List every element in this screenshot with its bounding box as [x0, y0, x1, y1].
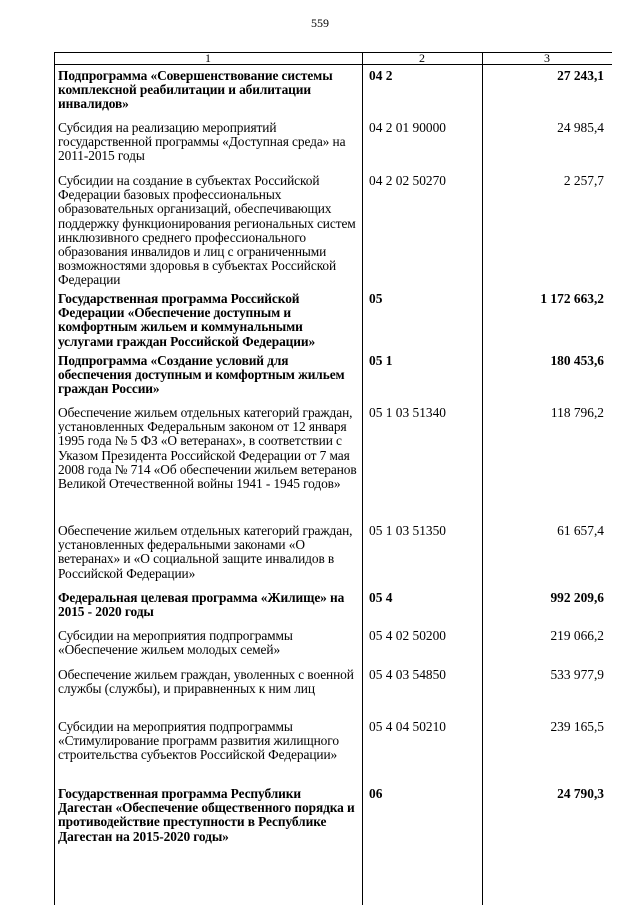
- row-code: 04 2: [369, 68, 393, 83]
- row-amount: 180 453,6: [550, 353, 604, 368]
- row-name: Обеспечение жильем отдельных категорий граждан, установленных федеральными законами «О ветеранах» и «О социальной защите инвалидов в Российской Федерации»: [58, 523, 353, 581]
- row-name: Государственная программа Российской Федерации «Обеспечение доступным и комфортным жильем и коммунальными услугами граждан Российской Федерации»: [58, 291, 316, 349]
- row-name: Субсидии на мероприятия подпрограммы «Обеспечение жильем молодых семей»: [58, 628, 293, 658]
- row-name: Субсидия на реализацию мероприятий государственной программы «Доступная среда» на 2011-2015 годы: [58, 120, 346, 164]
- row-amount: 24 985,4: [557, 120, 604, 135]
- table-left-border: [54, 52, 55, 905]
- row-code: 05 4 02 50200: [369, 628, 446, 643]
- row-amount: 2 257,7: [563, 173, 604, 188]
- row-name: Субсидии на создание в субъектах Российской Федерации базовых профессиональных образовательных организаций, обеспечивающих поддержку функционирования региональных систем инклюзивного среднего профессионального образования инвалидов и лиц с ограниченными возможностями здоровья в субъектах Российской Федерации: [58, 173, 356, 288]
- row-code: 05 1: [369, 353, 393, 368]
- row-name: Субсидии на мероприятия подпрограммы «Стимулирование программ развития жилищного строительства субъектов Российской Федерации»: [58, 719, 339, 763]
- row-amount: 24 790,3: [557, 786, 604, 801]
- row-amount: 27 243,1: [557, 68, 604, 83]
- budget-table: [54, 52, 612, 905]
- row-name: Обеспечение жильем граждан, уволенных с военной службы (службы), и приравненных к ним лиц: [58, 667, 354, 697]
- header-bottom-border: [54, 64, 612, 65]
- row-code: 05 4 03 54850: [369, 667, 446, 682]
- column-divider-2: [482, 52, 483, 905]
- row-amount: 219 066,2: [550, 628, 604, 643]
- row-name: Государственная программа Республики Дагестан «Обеспечение общественного порядка и противодействие преступности в Республике Дагестан на 2015-2020 годы»: [58, 786, 355, 844]
- row-code: 05 4: [369, 590, 393, 605]
- row-code: 06: [369, 786, 383, 801]
- row-code: 05 4 04 50210: [369, 719, 446, 734]
- row-amount: 239 165,5: [550, 719, 604, 734]
- row-amount: 61 657,4: [557, 523, 604, 538]
- row-amount: 992 209,6: [550, 590, 604, 605]
- table-header: [54, 52, 612, 64]
- row-code: 05: [369, 291, 383, 306]
- page-number: 559: [311, 16, 329, 30]
- header-col-3: 3: [544, 51, 550, 65]
- row-code: 04 2 02 50270: [369, 173, 446, 188]
- row-code: 05 1 03 51350: [369, 523, 446, 538]
- row-amount: 118 796,2: [550, 405, 604, 420]
- row-code: 04 2 01 90000: [369, 120, 446, 135]
- row-amount: 533 977,9: [550, 667, 604, 682]
- row-amount: 1 172 663,2: [540, 291, 604, 306]
- row-name: Подпрограмма «Совершенствование системы комплексной реабилитации и абилитации инвалидов»: [58, 68, 333, 112]
- header-col-2: 2: [419, 51, 425, 65]
- row-code: 05 1 03 51340: [369, 405, 446, 420]
- column-divider-1: [362, 52, 363, 905]
- row-name: Федеральная целевая программа «Жилище» на 2015 - 2020 годы: [58, 590, 345, 620]
- row-name: Подпрограмма «Создание условий для обеспечения доступным и комфортным жильем граждан России»: [58, 353, 345, 397]
- header-col-1: 1: [205, 51, 211, 65]
- row-name: Обеспечение жильем отдельных категорий граждан, установленных Федеральным законом от 12 января 1995 года № 5 ФЗ «О ветеранах», в соответствии с Указом Президента Российской Федерации от 7 мая 2008 года № 714 «Об обеспечении жильем ветеранов Великой Отечественной войны 1941 - 1945 годов»: [58, 405, 357, 492]
